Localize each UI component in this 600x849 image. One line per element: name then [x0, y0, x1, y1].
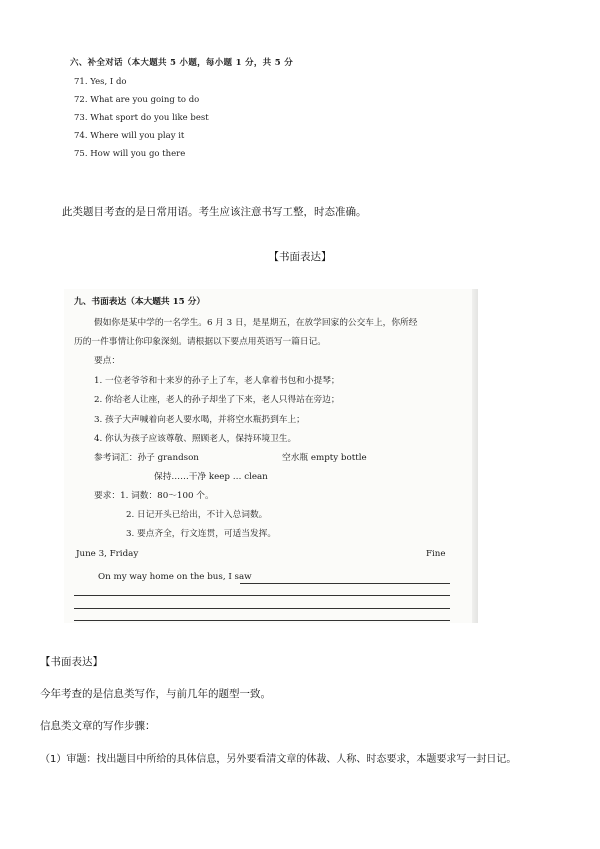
answer-72: 72. What are you going to do [74, 95, 200, 105]
writing-line [240, 583, 450, 584]
prompt-line-1: 假如你是某中学的一名学生。6 月 3 日，是星期五，在放学回家的公交车上，你所经 [94, 318, 418, 328]
ref-words-2: 保持……干净 keep … clean [154, 472, 268, 482]
writing-line [74, 595, 450, 596]
section9-title: 九、书面表达（本大题共 15 分） [74, 297, 206, 307]
answer-73: 73. What sport do you like best [74, 113, 209, 123]
scan-edge-shadow [472, 289, 478, 623]
section6-title: 六、补全对话（本大题共 5 小题，每小题 1 分，共 5 分 [70, 58, 294, 68]
diary-weather: Fine [426, 549, 446, 559]
requirement-1: 要求：1. 词数：80～100 个。 [94, 491, 214, 501]
answer-line-1: 今年考查的是信息类写作，与前几年的题型一致。 [40, 688, 271, 700]
answer-75: 75. How will you go there [74, 149, 186, 159]
diary-opening: On my way home on the bus, I saw [98, 572, 252, 582]
analysis-note: 此类题目考查的是日常用语。考生应该注意书写工整，时态准确。 [62, 206, 367, 218]
answer-74: 74. Where will you play it [74, 131, 185, 141]
point-4: 4. 你认为孩子应该尊敬、照顾老人，保持环境卫生。 [94, 434, 297, 444]
section-heading: 【书面表达】 [268, 251, 332, 263]
points-label: 要点： [94, 356, 121, 366]
point-3: 3. 孩子大声喊着向老人要水喝，并将空水瓶扔到车上； [94, 415, 305, 425]
diary-date: June 3, Friday [76, 549, 139, 559]
ref-words-1b: 空水瓶 empty bottle [282, 453, 367, 463]
point-1: 1. 一位老爷爷和十来岁的孙子上了车，老人拿着书包和小提琴； [94, 376, 340, 386]
point-2: 2. 你给老人让座，老人的孙子却坐了下来，老人只得站在旁边； [94, 395, 340, 405]
answer-line-2: 信息类文章的写作步骤： [40, 720, 156, 732]
requirement-2: 2. 日记开头已给出，不计入总词数。 [126, 510, 268, 520]
answer-line-3: （1）审题：找出题目中所给的具体信息，另外要看清文章的体裁、人称、时态要求，本题要求写一封日记。 [40, 754, 517, 765]
answer-71: 71. Yes, I do [74, 77, 127, 87]
requirement-3: 3. 要点齐全，行文连贯，可适当发挥。 [126, 529, 277, 539]
section9-scan [64, 289, 478, 623]
answer-heading: 【书面表达】 [40, 656, 103, 668]
writing-line [74, 608, 450, 609]
prompt-line-2: 历的一件事情让你印象深刻。请根据以下要点用英语写一篇日记。 [74, 337, 326, 347]
section6-scan [64, 56, 324, 174]
ref-words-1: 参考词汇：孙子 grandson [94, 453, 199, 463]
writing-line [74, 620, 450, 621]
